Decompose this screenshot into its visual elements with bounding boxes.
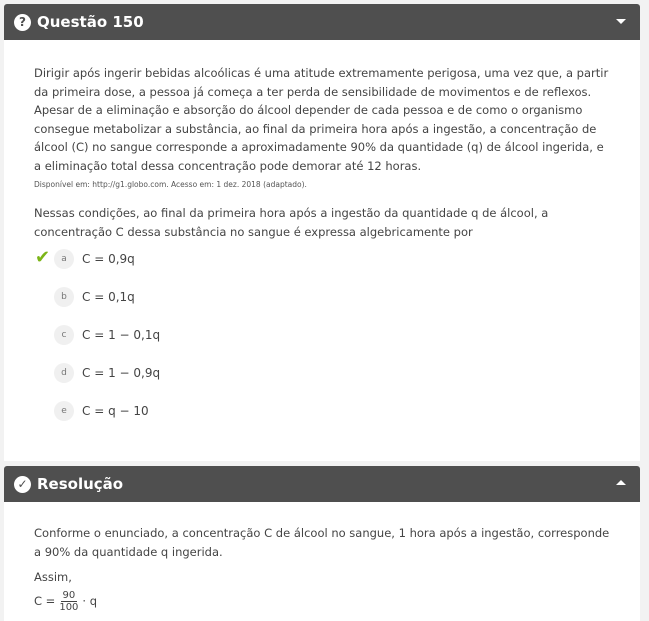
formula-denominator: 100 bbox=[59, 602, 79, 613]
option-text: C = q − 10 bbox=[82, 404, 149, 418]
resolution-assim: Assim, bbox=[34, 570, 72, 584]
option-text: C = 0,9q bbox=[82, 252, 135, 266]
option-a[interactable] bbox=[54, 248, 135, 270]
option-c[interactable] bbox=[54, 324, 160, 346]
resolution-formula bbox=[34, 590, 97, 613]
option-text: C = 0,1q bbox=[82, 290, 135, 304]
option-d[interactable] bbox=[54, 362, 160, 384]
option-text: C = 1 − 0,9q bbox=[82, 366, 161, 380]
option-letter: d bbox=[54, 363, 74, 383]
question-mark-icon: ? bbox=[14, 14, 31, 31]
check-circle-icon: ✓ bbox=[14, 476, 31, 493]
question-body bbox=[4, 40, 640, 461]
option-letter: c bbox=[54, 325, 74, 345]
option-letter: b bbox=[54, 287, 74, 307]
formula-numerator: 90 bbox=[62, 590, 76, 601]
question-prompt: Nessas condições, ao final da primeira hora após a ingestão da quantidade q de álcool, a concentração C dessa substância no sangue é expressa algebricamente por bbox=[34, 206, 549, 239]
formula-lhs: C = bbox=[34, 594, 56, 609]
question-header[interactable] bbox=[4, 4, 640, 40]
resolution-header[interactable] bbox=[4, 466, 640, 502]
option-text: C = 1 − 0,1q bbox=[82, 328, 161, 342]
formula-rhs: · q bbox=[82, 594, 98, 609]
formula-fraction bbox=[57, 590, 80, 613]
source-citation: Disponível em: http://g1.globo.com. Acesso em: 1 dez. 2018 (adaptado). bbox=[34, 180, 307, 189]
question-title: Questão 150 bbox=[37, 13, 144, 31]
resolution-title: Resolução bbox=[37, 475, 124, 493]
option-b[interactable] bbox=[54, 286, 135, 308]
option-e[interactable] bbox=[54, 400, 149, 422]
resolution-paragraph: Conforme o enunciado, a concentração C de álcool no sangue, 1 hora após a ingestão, corresponde a 90% da quantidade q ingerida. bbox=[34, 526, 610, 559]
option-letter: a bbox=[54, 249, 74, 269]
resolution-body bbox=[4, 502, 640, 621]
question-paragraph: Dirigir após ingerir bebidas alcoólicas é uma atitude extremamente perigosa, uma vez que, a partir da primeira dose, a pessoa já começa a ter perda de sensibilidade de movimentos e de reflexos. Apesar de a eliminação e absorção do álcool depender de cada pessoa e de como o organismo consegue metabolizar a substância, ao final da primeira hora após a ingestão, a concentração de álcool (C) no sangue corresponde a aproximadamente 90% da quantidade (q) de álcool ingerida, e a eliminação total dessa concentração pode demorar até 12 horas. bbox=[34, 66, 609, 173]
checkmark-icon: ✔ bbox=[35, 247, 51, 268]
chevron-down-icon[interactable] bbox=[616, 19, 626, 24]
chevron-up-icon[interactable] bbox=[616, 480, 626, 485]
option-letter: e bbox=[54, 401, 74, 421]
